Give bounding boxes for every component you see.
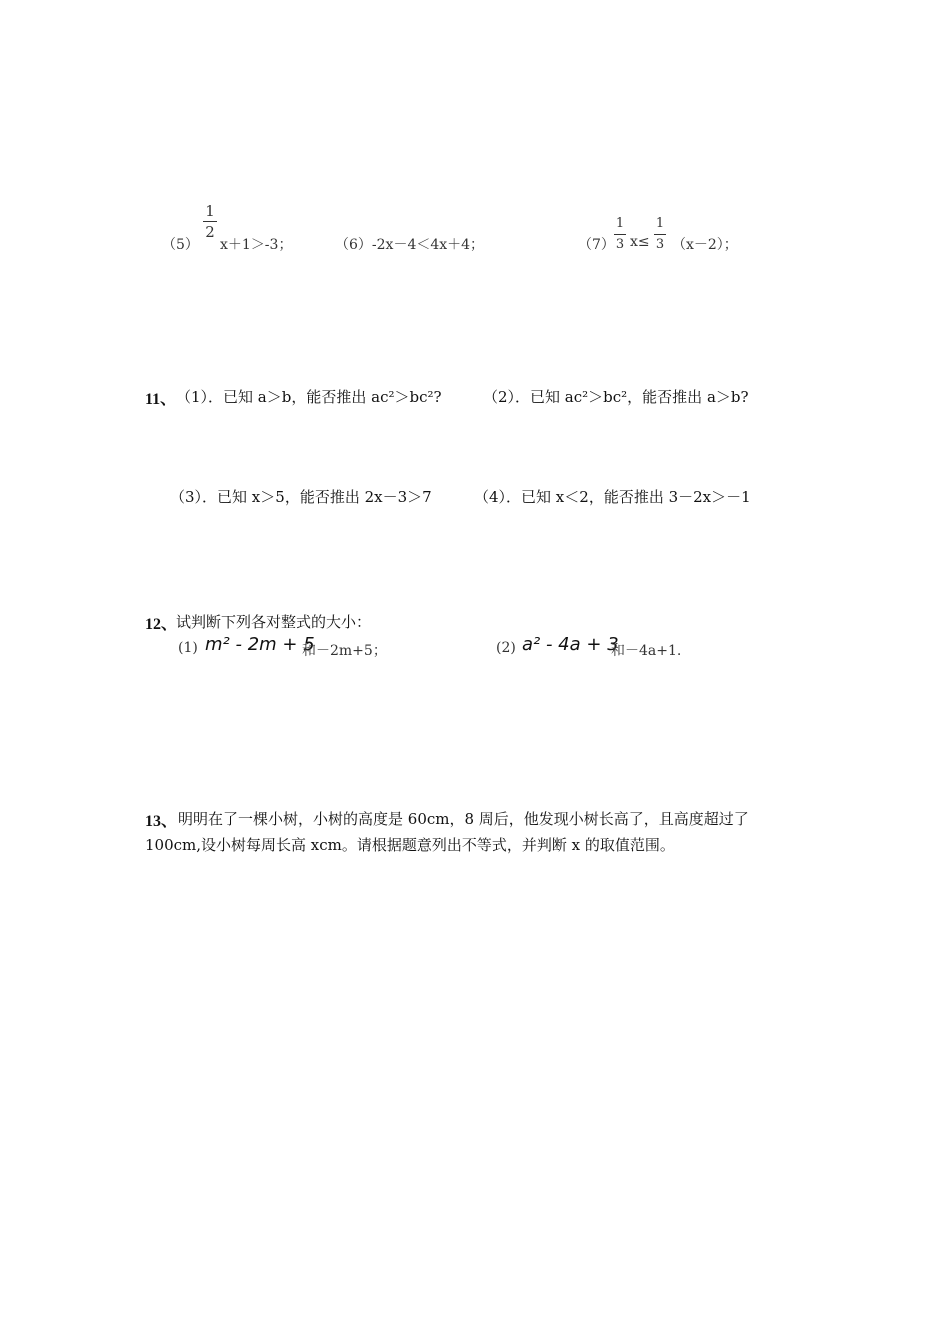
question-12-part-1-comparison: 和－2m+5； xyxy=(302,643,387,659)
question-12-part-1-label: (1) xyxy=(178,640,198,656)
fraction-denominator: 2 xyxy=(205,223,215,241)
question-12-part-2-expression: a² - 4a + 3 xyxy=(522,634,619,655)
question-11-part-3: （3）．已知 x＞5，能否推出 2x－3＞7 xyxy=(170,488,432,506)
question-13-line-1: 明明在了一棵小树，小树的高度是 60cm，8 周后，他发现小树长高了，且高度超过了 xyxy=(178,810,749,828)
fraction-numerator: 1 xyxy=(205,202,215,220)
question-11-part-2: （2）．已知 ac²＞bc²，能否推出 a＞b? xyxy=(483,388,749,406)
problem-7-middle: x≤ xyxy=(630,234,650,250)
fraction-numerator: 1 xyxy=(655,216,665,231)
question-12-part-2-comparison: 和－4a+1. xyxy=(611,643,682,659)
fraction-denominator: 3 xyxy=(615,237,625,252)
fraction-denominator: 3 xyxy=(655,237,665,252)
question-12-number: 12、 xyxy=(145,616,178,633)
question-11-number: 11、 xyxy=(145,391,177,408)
question-12-part-1-expression: m² - 2m + 5 xyxy=(205,634,315,655)
question-11-part-4: （4）．已知 x＜2，能否推出 3－2x＞－1 xyxy=(474,488,751,506)
question-12-part-2-label: (2) xyxy=(496,640,516,656)
fraction-bar xyxy=(203,221,217,222)
problem-5-expression: x＋1＞-3； xyxy=(220,237,293,253)
question-11-part-1: （1）．已知 a＞b，能否推出 ac²＞bc²? xyxy=(176,388,442,406)
problem-5-label: （5） xyxy=(162,237,199,253)
fraction-numerator: 1 xyxy=(615,216,625,231)
problem-6: （6）-2x－4＜4x＋4； xyxy=(335,237,485,253)
problem-7-fraction-1 xyxy=(614,215,626,254)
problem-7-fraction-2 xyxy=(654,215,666,254)
problem-5-fraction xyxy=(203,202,217,241)
fraction-bar xyxy=(654,234,666,235)
problem-7-label: （7） xyxy=(578,237,615,253)
question-12-prompt: 试判断下列各对整式的大小： xyxy=(176,613,372,631)
question-13-line-2: 100cm,设小树每周长高 xcm。请根据题意列出不等式，并判断 x 的取值范围。 xyxy=(145,836,675,854)
problem-7-expression: （x－2）； xyxy=(672,237,738,253)
question-13-number: 13、 xyxy=(145,813,178,830)
fraction-bar xyxy=(614,234,626,235)
